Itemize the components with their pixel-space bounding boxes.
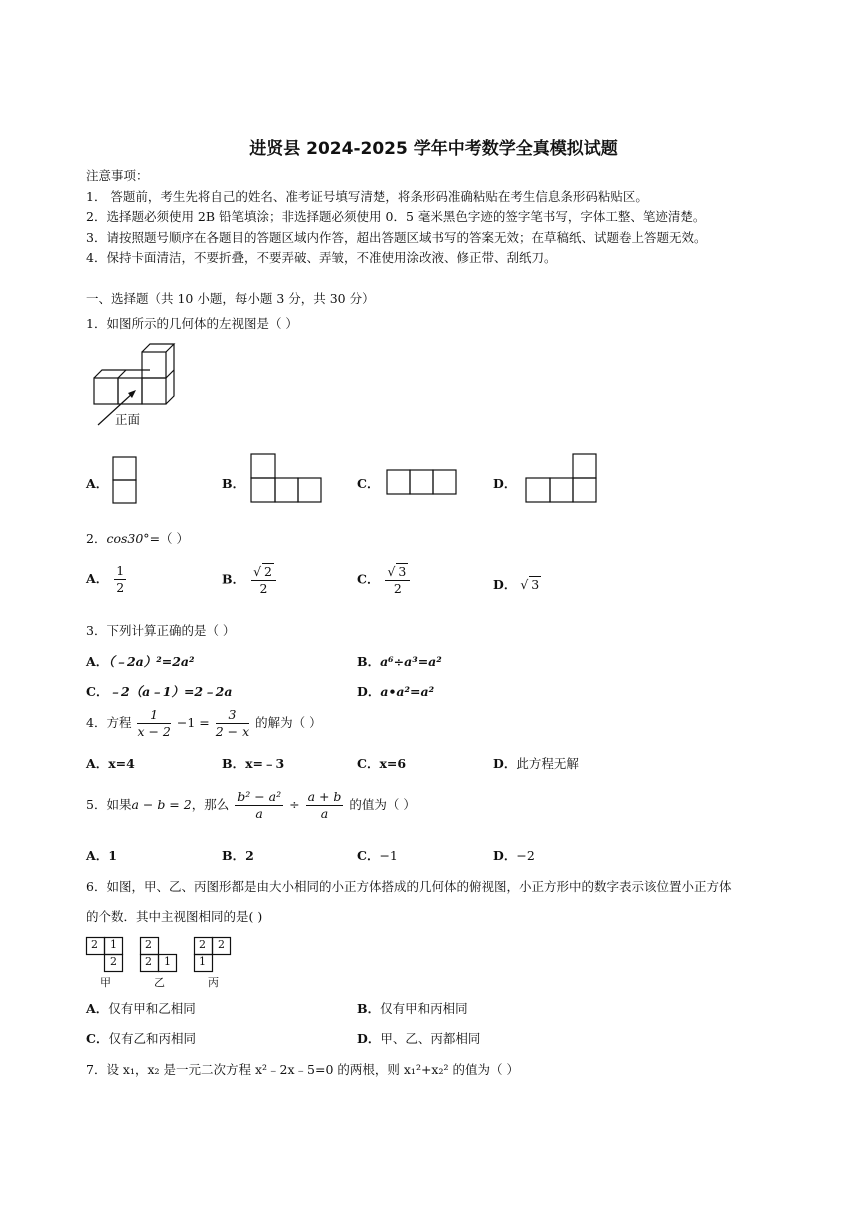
q2-option-c-fraction: $\frac{√ 3}{2}$ <box>385 563 410 597</box>
q2-option-d-sqrt: √ 3 <box>520 577 540 592</box>
q6-stem-line-1: 6．如图，甲、乙、丙图形都是由大小相同的小正方体搭成的几何体的俯视图，小正方形中的数字表示该位置小正方体 <box>86 879 732 894</box>
q2-option-b-label: B． <box>222 571 246 587</box>
q5-option-c: C．−1 <box>357 848 398 863</box>
q2-option-b-fraction: $\frac{√ 2}{2}$ <box>251 563 276 597</box>
notice-item-1: 1． 答题前，考生先将自己的姓名、准考证号填写清楚，将条形码准确粘贴在考生信息条形码粘贴区。 <box>86 189 648 204</box>
q1-stem: 1．如图所示的几何体的左视图是（ ） <box>86 316 298 331</box>
q5-option-b: B．2 <box>222 848 254 863</box>
notice-item-4: 4．保持卡面清洁，不要折叠，不要弄破、弄皱，不准使用涂改液、修正带、刮纸刀。 <box>86 250 557 265</box>
q2-tail: =（ ） <box>149 531 190 546</box>
q5-stem: 5．如果a − b = 2，那么 $\frac{\text{b² − a²}}{a}$ ÷ $\frac{a + b}{a}$ 的值为（ ） <box>86 789 416 821</box>
q6-label-jia: 甲 <box>100 976 111 989</box>
section-heading: 一、选择题（共 10 小题，每小题 3 分，共 30 分） <box>86 291 375 306</box>
q3-option-c: C．﹣2（a﹣1）=2﹣2a <box>86 684 233 699</box>
q1-option-d-label: D． <box>493 476 517 491</box>
q6-stem-line-2: 的个数．其中主视图相同的是( ) <box>86 909 263 924</box>
q1-option-d-figure <box>525 453 599 503</box>
q3-option-b: B．a⁶÷a³=a² <box>357 654 442 669</box>
q4-option-d: D．此方程无解 <box>493 756 579 771</box>
q1-option-a-label: A． <box>86 476 109 491</box>
notice-heading: 注意事项： <box>86 168 149 183</box>
q7-stem: 7．设 x₁，x₂ 是一元二次方程 x²﹣2x﹣5=0 的两根，则 x₁²+x₂² 的值为（ ） <box>86 1062 519 1077</box>
notice-item-2: 2．选择题必须使用 2B 铅笔填涂；非选择题必须使用 0．5 毫米黑色字迹的签字笔书写，字体工整、笔迹清楚。 <box>86 209 706 224</box>
q6-option-a: A．仅有甲和乙相同 <box>86 1001 196 1016</box>
q5-option-a: A．1 <box>86 848 117 863</box>
q6-option-b: B．仅有甲和丙相同 <box>357 1001 468 1016</box>
q2-stem <box>86 529 189 547</box>
q1-option-c-label: C． <box>357 476 380 491</box>
q5-option-d: D．−2 <box>493 848 535 863</box>
q4-option-b: B．x=﹣3 <box>222 756 285 771</box>
q4-option-a: A．x=4 <box>86 756 135 771</box>
q2-option-a-label: A． <box>86 571 109 586</box>
q2-option-a <box>86 563 128 596</box>
q6-option-d: D．甲、乙、丙都相同 <box>357 1031 481 1046</box>
q4-stem: 4．方程 $\frac{1}{x - 2}$ −1 = $\frac{3}{2 - x}$ 的解为（ ） <box>86 707 322 739</box>
q6-option-c: C．仅有乙和丙相同 <box>86 1031 196 1046</box>
q2-expression: cos30° <box>106 531 150 546</box>
q6-figure-jia: 2 1 2 <box>86 937 126 973</box>
q1-option-c-figure <box>386 469 460 495</box>
q6-label-yi: 乙 <box>154 976 165 989</box>
q4-option-c: C．x=6 <box>357 756 407 771</box>
q3-option-a: A．（﹣2a）²=2a² <box>86 654 195 669</box>
q2-option-b <box>222 563 278 597</box>
q3-stem: 3．下列计算正确的是（ ） <box>86 623 236 638</box>
q2-option-a-fraction: $\frac{1}{2}$ <box>116 563 125 595</box>
q2-option-c <box>357 563 412 597</box>
q6-figure-yi: 2 2 1 <box>140 937 180 973</box>
q1-option-b-figure <box>250 453 324 503</box>
page-title: 进贤县 2024-2025 学年中考数学全真模拟试题 <box>249 139 618 159</box>
notice-item-3: 3．请按照题号顺序在各题目的答题区域内作答，超出答题区域书写的答案无效；在草稿纸、试题卷上答题无效。 <box>86 230 707 245</box>
q1-option-a-figure <box>112 456 138 504</box>
q2-option-d <box>493 575 541 593</box>
q6-figure-bing: 2 2 1 <box>194 937 234 973</box>
q6-label-bing: 丙 <box>208 976 219 989</box>
front-label: 正面 <box>115 412 141 427</box>
q2-option-d-label: D． <box>493 577 517 592</box>
q3-option-d: D．a•a²=a² <box>357 684 435 699</box>
q2-option-c-label: C． <box>357 571 380 587</box>
q2-number: 2． <box>86 531 107 546</box>
q1-option-b-label: B． <box>222 476 246 491</box>
